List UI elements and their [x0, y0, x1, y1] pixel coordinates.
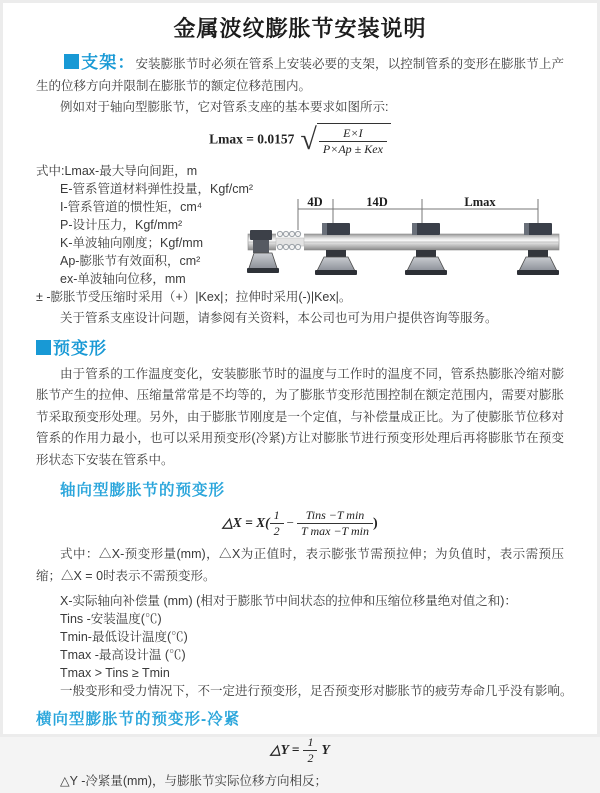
param-line: Tins -安装温度(℃) — [60, 612, 162, 626]
axial-formula-lhs: △X = X( — [222, 515, 270, 531]
preset-section-heading — [36, 334, 564, 359]
minus-operator: − — [286, 515, 294, 531]
param-line: Ap-膨胀节有效面积，cm² — [60, 253, 201, 268]
axial-formula-rhs: ) — [373, 516, 378, 532]
preset-section-label: 预变形 — [53, 338, 107, 358]
lmax-formula-denominator: P×Ap ± Kex — [322, 141, 383, 156]
axial-parameter-list — [36, 592, 573, 700]
param-line: Tmax > Tins ≥ Tmin — [60, 666, 170, 680]
param-line: I-管系管道的惯性矩，cm⁴ — [60, 199, 203, 214]
dim-label-4d: 4D — [307, 195, 323, 209]
support-note: 关于管系支座设计问题，请参阅有关资料，本公司也可为用户提供咨询等服务。 — [60, 310, 498, 325]
axial-formula-explanation: 式中：△X-预变形量(mm)，△X为正值时，表示膨张节需预拉伸；为负值时，表示需预压缩；△X = 0时表示不需预变形。 — [36, 547, 564, 583]
param-line: 式中:Lmax-最大导向间距，m — [36, 163, 198, 178]
param-line: X-实际轴向补偿量 (mm) (相对于膨胀节中间状态的拉伸和压缩位移量绝对值之和)： — [60, 594, 517, 608]
axial-formula-denominator: T max −T min — [301, 524, 370, 538]
pipe-support-diagram-svg — [246, 194, 596, 294]
radical — [300, 123, 390, 157]
lateral-formula-lhs: △Y = — [270, 742, 300, 758]
lateral-subsection-heading: 横向型膨胀节的预变形-冷紧 — [36, 711, 241, 728]
lateral-half-numerator: 1 — [303, 735, 317, 751]
lmax-formula-numerator: E×I — [319, 126, 387, 142]
support-section-label: 支架： — [81, 53, 136, 72]
param-line: P-设计压力，Kgf/mm² — [60, 217, 183, 232]
param-line: ± -膨胀节受压缩时采用（+）|Kex|；拉伸时采用(-)|Kex|。 — [36, 289, 352, 304]
support-example-line: 例如对于轴向型膨胀节，它对管系支座的基本要求如图所示: — [60, 100, 389, 114]
support-intro-text: 安装膨胀节时必须在管系上安装必要的支架，以控制管系的变形在膨胀节上产生的位移方向并限制在膨胀节的额定位移范围内。 — [36, 57, 564, 93]
lateral-half-denominator: 2 — [307, 751, 314, 765]
section-marker-icon — [36, 340, 51, 355]
lateral-formula-rhs: Y — [321, 742, 330, 758]
pipe-support-diagram — [246, 194, 596, 294]
support-intro-paragraph — [36, 52, 564, 97]
param-line: Tmin-最低设计温度(℃) — [60, 630, 188, 644]
param-line: ex-单波轴向位移，mm — [60, 271, 186, 286]
param-line: K-单波轴向刚度；Kgf/mm — [60, 235, 204, 250]
dim-label-14d: 14D — [366, 195, 388, 209]
section-marker-icon — [64, 54, 79, 69]
half-denominator: 2 — [273, 524, 280, 538]
param-line: Tmax -最高设计温 (℃) — [60, 648, 186, 662]
axial-preset-formula — [36, 508, 564, 539]
lmax-formula-lhs: Lmax = 0.0157 — [209, 131, 295, 147]
axial-subsection-heading: 轴向型膨胀节的预变形 — [60, 482, 226, 499]
page-title: 金属波纹膨胀节安装说明 — [173, 16, 427, 41]
axial-closing-note: 一般变形和受力情况下，不一定进行预变形，足否预变形对膨胀节的疲劳寿命几乎没有影响。 — [60, 684, 573, 698]
lateral-note: △Y -冷紧量(mm)，与膨胀节实际位移方向相反； — [60, 774, 328, 788]
half-numerator: 1 — [270, 508, 284, 524]
axial-formula-numerator: Tins −T min — [297, 508, 373, 524]
lmax-formula — [36, 123, 564, 157]
lateral-preset-formula — [36, 735, 564, 766]
param-line: E-管系管道材料弹性投量，Kgf/cm² — [60, 181, 254, 196]
preset-paragraph: 由于管系的工作温度变化，安装膨胀节时的温度与工作时的温度不同，管系热膨胀冷缩对膨胀节产生的拉伸、压缩量常常是不均等的，为了膨胀节变形范围控制在额定范围内，需要对膨胀节采取预变形处理。另外，由于膨胀节刚度是一个定值，与补偿量成正比。为了使膨胀节位移对管系的作用力最小，也可以采用预变形(冷紧)方让对膨胀节进行预变形处理后再将膨胀节在预变形状态下安装在管系中。 — [36, 366, 564, 467]
dim-label-lmax: Lmax — [464, 195, 496, 209]
radical-sign: √ — [300, 122, 317, 156]
bellows — [276, 230, 304, 254]
